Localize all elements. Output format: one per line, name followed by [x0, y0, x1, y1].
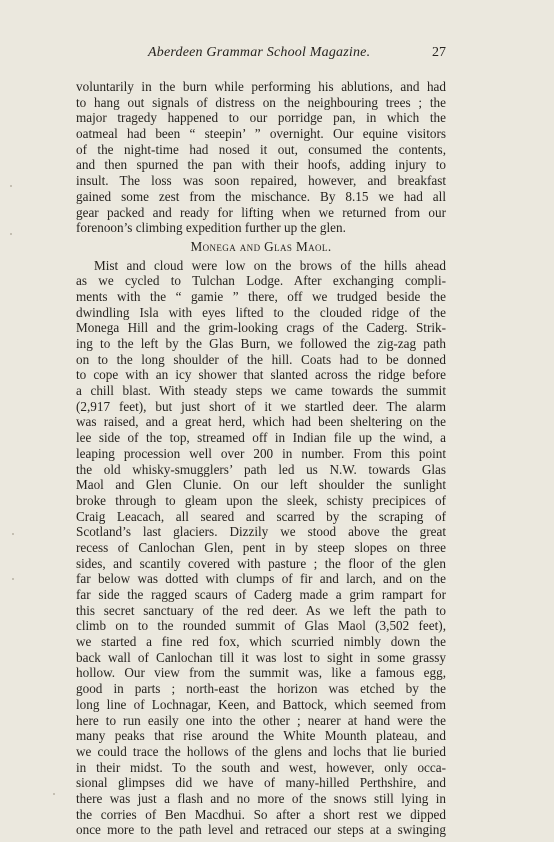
- text-line: this secret sanctuary of the red deer. As we left the path to: [76, 602, 446, 618]
- text-line: gear packed and ready for lifting when we returned from our: [76, 204, 446, 220]
- text-line: Scotland’s last glaciers. Dizzily we stood above the great: [76, 524, 446, 540]
- text-line: (2,917 feet), but just short of it we startled deer. The alarm: [76, 398, 446, 414]
- text-line: hollow. Our view from the summit was, like a famous egg,: [76, 665, 446, 681]
- paper-speck: [10, 233, 12, 235]
- text-line: voluntarily in the burn while performing his ablutions, and had: [76, 79, 446, 94]
- text-line: in their midst. To the south and west, however, only occa-: [76, 759, 446, 775]
- text-line: back wall of Canlochan till it was lost to sight in some grassy: [76, 649, 446, 665]
- text-line: lee side of the top, streamed off in Indian file up the wind, a: [76, 430, 446, 446]
- text-line: recess of Canlochan Glen, pent in by steep slopes on three: [76, 539, 446, 555]
- text-line: Monega Hill and the grim-looking crags of the Caderg. Strik-: [76, 320, 446, 336]
- section-heading: Monega and Glas Maol.: [190, 238, 332, 254]
- text-line: a chill blast. With steady steps we came towards the summit: [76, 383, 446, 399]
- text-line: long line of Lochnagar, Keen, and Battock, which seemed from: [76, 696, 446, 712]
- text-line: Craig Leacach, all seared and scarred by the scraping of: [76, 508, 446, 524]
- article-body: [76, 79, 446, 838]
- text-line: leaping procession well over 200 in number. From this point: [76, 445, 446, 461]
- page-header: [76, 45, 446, 65]
- text-line: ing to the left by the Glas Burn, we followed the zig-zag path: [76, 336, 446, 351]
- text-line: major tragedy happened to our porridge pan, in which the: [76, 110, 446, 126]
- text-line: good in parts ; north-east the horizon was etched by the: [76, 681, 446, 697]
- text-line: we started a fine red fox, which scurried nimbly down the: [76, 634, 446, 650]
- text-line: insult. The loss was soon repaired, however, and breakfast: [76, 173, 446, 189]
- running-title: Aberdeen Grammar School Magazine.: [148, 45, 371, 60]
- text-line: once more to the path level and retraced our steps at a swinging: [76, 822, 446, 838]
- paper-speck: [12, 578, 14, 580]
- text-line: many peaks that rise around the White Mounth plateau, and: [76, 728, 446, 744]
- text-line: far below was dotted with clumps of fir and larch, and on the: [76, 571, 446, 587]
- text-line: was raised, and a great herd, which had been sheltering on the: [76, 414, 446, 430]
- text-line: there was just a flash and no more of the snows still lying in: [76, 790, 446, 806]
- text-line: dwindling Isla with eyes lifted to the clouded ridge of the: [76, 304, 446, 320]
- text-line: the corries of Ben Macdhui. So after a short rest we dipped: [76, 806, 446, 822]
- text-line: here to run easily one into the other ; nearer at hand were the: [76, 712, 446, 728]
- text-line: we could trace the hollows of the glens and lochs that lie buried: [76, 743, 446, 759]
- text-line: the old whisky-smugglers’ path led us N.W. towards Glas: [76, 461, 446, 477]
- text-line: sides, and scantily covered with pasture ; the floor of the glen: [76, 555, 446, 571]
- text-line: oatmeal had been “ steepin’ ” overnight. Our equine visitors: [76, 126, 446, 142]
- text-line: Mist and cloud were low on the brows of the hills ahead: [94, 257, 446, 273]
- text-line: of the night-time had nosed it out, consumed the contents,: [76, 141, 446, 157]
- text-line: to cope with an icy shower that slanted across the ridge before: [76, 367, 446, 383]
- text-line: Maol and Glen Clunie. On our left shoulder the sunlight: [76, 477, 446, 493]
- text-line: on to the long shoulder of the hill. Coats had to be donned: [76, 351, 446, 367]
- text-line: broke through to gleam upon the sleek, schisty precipices of: [76, 492, 446, 508]
- text-line: ments with the “ gamie ” there, off we trudged beside the: [76, 288, 446, 304]
- text-line: gained some zest from the mischance. By 8.15 we had all: [76, 188, 446, 204]
- paper-speck: [10, 185, 12, 187]
- text-line: far side the ragged scaurs of Caderg made a grim rampart for: [76, 587, 446, 602]
- text-line: to hang out signals of distress on the neighbouring trees ; the: [76, 94, 446, 110]
- text-line: climb on to the rounded summit of Glas Maol (3,502 feet),: [76, 618, 446, 634]
- paper-speck: [12, 533, 14, 535]
- text-line: and then spurned the pan with their hoofs, adding injury to: [76, 157, 446, 173]
- text-line: as we cycled to Tulchan Lodge. After exchanging compli-: [76, 273, 446, 289]
- page-number: 27: [432, 45, 446, 60]
- text-line: sional glimpses did we have of many-hilled Perthshire, and: [76, 775, 446, 791]
- paper-speck: [53, 793, 55, 795]
- text-line: forenoon’s climbing expedition further up the glen.: [76, 220, 346, 236]
